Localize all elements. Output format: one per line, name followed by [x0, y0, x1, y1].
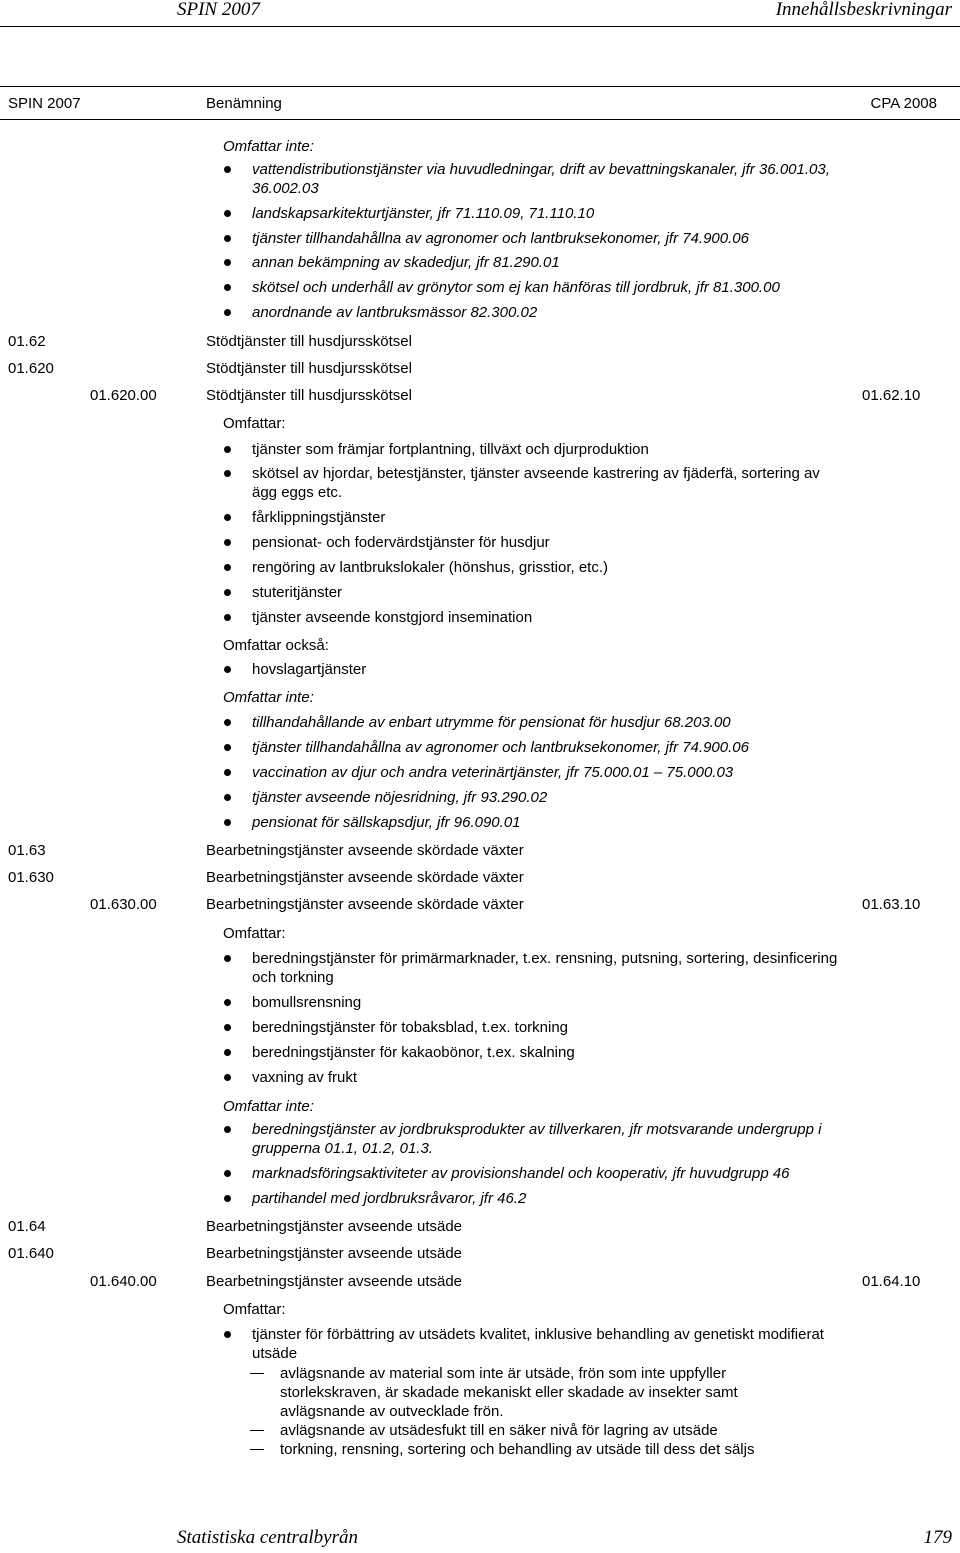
list-item: stuteritjänster	[252, 583, 842, 602]
column-header-benamning: Benämning	[206, 95, 282, 112]
list-item: vaccination av djur och andra veterinärtjänster, jfr 75.000.01 – 75.000.03	[252, 763, 842, 782]
list-item: hovslagartjänster	[252, 660, 842, 679]
list-item: rengöring av lantbrukslokaler (hönshus, grisstior, etc.)	[252, 558, 842, 577]
footer-publisher: Statistiska centralbyrån	[177, 1527, 359, 1548]
list-item: landskapsarkitekturtjänster, jfr 71.110.09, 71.110.10	[252, 204, 842, 223]
list-item: skötsel av hjordar, betestjänster, tjänster avseende kastrering av fjäderfä, sortering av ägg eggs etc.	[252, 464, 842, 502]
list-item: vaxning av frukt	[252, 1068, 842, 1087]
code-level5: 01.620.00	[90, 387, 157, 404]
code-level3: 01.630	[8, 869, 54, 886]
excl-label: Omfattar inte:	[223, 689, 314, 706]
list-item: tjänster avseende nöjesridning, jfr 93.290.02	[252, 788, 842, 807]
list-item: beredningstjänster för tobaksblad, t.ex. torkning	[252, 1018, 842, 1037]
cpa-code: 01.62.10	[862, 387, 921, 404]
name-level2: Bearbetningstjänster avseende skördade växter	[206, 842, 524, 859]
code-level2: 01.62	[8, 333, 46, 350]
name-level5: Bearbetningstjänster avseende utsäde	[206, 1273, 463, 1290]
code-level3: 01.620	[8, 360, 54, 377]
name-level3: Stödtjänster till husdjursskötsel	[206, 360, 412, 377]
list-item: tillhandahållande av enbart utrymme för pensionat för husdjur 68.203.00	[252, 713, 842, 732]
name-level3: Bearbetningstjänster avseende skördade växter	[206, 869, 524, 886]
excl-label: Omfattar inte:	[223, 1098, 314, 1115]
code-level5: 01.640.00	[90, 1273, 157, 1290]
cpa-code: 01.63.10	[862, 896, 921, 913]
incl-label: Omfattar:	[223, 415, 286, 432]
cpa-code: 01.64.10	[862, 1273, 921, 1290]
incl-label: Omfattar:	[223, 1301, 286, 1318]
code-level2: 01.63	[8, 842, 46, 859]
running-header-right: Innehållsbeskrivningar	[775, 0, 952, 20]
column-header	[0, 86, 960, 120]
list-item: tjänster tillhandahållna av agronomer och lantbruksekonomer, jfr 74.900.06	[252, 738, 842, 757]
code-level3: 01.640	[8, 1245, 54, 1262]
name-level5: Stödtjänster till husdjursskötsel	[206, 387, 412, 404]
name-level2: Stödtjänster till husdjursskötsel	[206, 333, 412, 350]
list-item: beredningstjänster för primärmarknader, t.ex. rensning, putsning, sortering, desinficering och torkning	[252, 949, 842, 987]
name-level5: Bearbetningstjänster avseende skördade växter	[206, 896, 524, 913]
sub-list-item: torkning, rensning, sortering och behandling av utsäde till dess det säljs	[280, 1440, 820, 1459]
column-header-cpa: CPA 2008	[870, 95, 937, 112]
list-item: tjänster avseende konstgjord insemination	[252, 608, 842, 627]
code-level2: 01.64	[8, 1218, 46, 1235]
running-header-left: SPIN 2007	[177, 0, 260, 20]
incl-label: Omfattar:	[223, 925, 286, 942]
list-item: beredningstjänster för kakaobönor, t.ex. skalning	[252, 1043, 842, 1062]
page-number: 179	[923, 1527, 952, 1548]
list-item: beredningstjänster av jordbruksprodukter av tillverkaren, jfr motsvarande undergrupp i grupperna 01.1, 01.2, 01.3.	[252, 1120, 842, 1158]
also-label: Omfattar också:	[223, 637, 329, 654]
code-level5: 01.630.00	[90, 896, 157, 913]
sub-list-item: avlägsnande av material som inte är utsäde, frön som inte uppfyller storlekskraven, är skadade mekaniskt eller skadade av insekter samt avlägsnande av outvecklade frön.	[280, 1364, 820, 1421]
excl-label: Omfattar inte:	[223, 138, 314, 155]
list-item: marknadsföringsaktiviteter av provisionshandel och kooperativ, jfr huvudgrupp 46	[252, 1164, 842, 1183]
list-item: tjänster för förbättring av utsädets kvalitet, inklusive behandling av genetiskt modifierat utsäde	[252, 1325, 842, 1363]
list-item: tjänster som främjar fortplantning, tillväxt och djurproduktion	[252, 440, 842, 459]
name-level2: Bearbetningstjänster avseende utsäde	[206, 1218, 463, 1235]
column-header-spin: SPIN 2007	[8, 95, 81, 112]
list-item: vattendistributionstjänster via huvudledningar, drift av bevattningskanaler, jfr 36.001.03, 36.002.03	[252, 160, 842, 198]
list-item: annan bekämpning av skadedjur, jfr 81.290.01	[252, 253, 842, 272]
list-item: tjänster tillhandahållna av agronomer och lantbruksekonomer, jfr 74.900.06	[252, 229, 842, 248]
list-item: fårklippningstjänster	[252, 508, 842, 527]
list-item: pensionat- och fodervärdstjänster för husdjur	[252, 533, 842, 552]
running-header	[0, 0, 960, 27]
sub-list-item: avlägsnande av utsädesfukt till en säker nivå för lagring av utsäde	[280, 1421, 820, 1440]
list-item: bomullsrensning	[252, 993, 842, 1012]
list-item: anordnande av lantbruksmässor 82.300.02	[252, 303, 842, 322]
list-item: pensionat för sällskapsdjur, jfr 96.090.01	[252, 813, 842, 832]
name-level3: Bearbetningstjänster avseende utsäde	[206, 1245, 463, 1262]
list-item: skötsel och underhåll av grönytor som ej kan hänföras till jordbruk, jfr 81.300.00	[252, 278, 842, 297]
list-item: partihandel med jordbruksråvaror, jfr 46.2	[252, 1189, 842, 1208]
